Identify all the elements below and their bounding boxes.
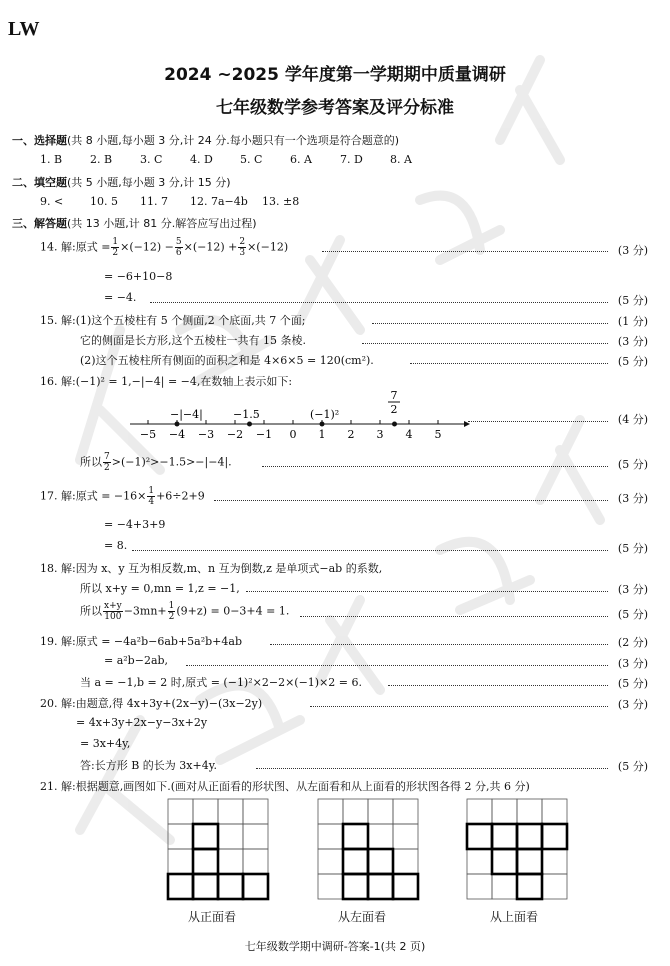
score: (3 分) <box>617 698 648 711</box>
leader-dots <box>246 591 608 592</box>
tick-label: −2 <box>226 428 244 441</box>
grid-cell <box>343 824 368 849</box>
grid-cell <box>492 849 517 874</box>
grid-cell <box>492 874 517 899</box>
q19-line3: 当 a = −1,b = 2 时,原式 = (−1)²×2−2×(−1)×2 = 6. <box>80 676 363 689</box>
view-square <box>343 849 368 874</box>
caption-front: 从正面看 <box>188 910 237 924</box>
leader-dots <box>362 343 608 344</box>
q21-line1: 21. 解:根据题意,画图如下.(画对从正面看的形状图、从左面看和从上面看的形状图各得 2 分,共 6 分) <box>40 780 530 793</box>
score: (5 分) <box>617 458 648 471</box>
answer: 1. B <box>40 153 63 166</box>
grid-cell <box>368 874 393 899</box>
view-square <box>492 849 517 874</box>
q17-line3: = 8. <box>104 539 128 552</box>
tick-label: 3 <box>376 428 384 441</box>
score: (5 分) <box>617 355 648 368</box>
grid-cell <box>343 874 368 899</box>
fraction-numerator: 7 <box>390 389 398 402</box>
answer: 5. C <box>240 153 263 166</box>
view-square <box>517 824 542 849</box>
view-square <box>492 824 517 849</box>
answer: 8. A <box>390 153 412 166</box>
grid-cell <box>368 824 393 849</box>
number-point <box>175 422 180 427</box>
score: (4 分) <box>617 413 648 426</box>
section2-answers <box>40 195 312 208</box>
q14-line2: = −6+10−8 <box>104 270 173 283</box>
leader-dots <box>214 500 608 501</box>
grid-cell <box>492 799 517 824</box>
score: (3 分) <box>617 492 648 505</box>
grid-cell <box>218 849 243 874</box>
view-square <box>193 824 218 849</box>
answer: 13. ±8 <box>262 195 300 208</box>
leader-dots <box>388 685 608 686</box>
grid-cell <box>393 824 418 849</box>
section3-header <box>12 215 257 231</box>
leader-dots <box>150 302 608 303</box>
point-label: (−1)² <box>310 408 340 421</box>
grid-cell <box>218 799 243 824</box>
grid-cell <box>318 849 343 874</box>
grid-cell <box>243 849 268 874</box>
number-point <box>320 422 325 427</box>
leader-dots <box>468 421 608 422</box>
grid-cell <box>193 824 218 849</box>
q15-line2: 它的侧面是长方形,这个五棱柱一共有 15 条棱. <box>80 334 306 347</box>
answer: 6. A <box>290 153 312 166</box>
section2-note: (共 5 小题,每小题 3 分,计 15 分) <box>67 176 231 189</box>
answer: 3. C <box>140 153 163 166</box>
q20-line4: 答:长方形 B 的长为 3x+4y. <box>80 759 217 772</box>
fraction-denominator: 2 <box>390 403 398 416</box>
leader-dots <box>372 323 608 324</box>
tick-label: 4 <box>405 428 413 441</box>
grid-cell <box>243 799 268 824</box>
view-square <box>343 874 368 899</box>
view-square <box>517 849 542 874</box>
grid-cell <box>393 874 418 899</box>
section2-header <box>12 174 231 190</box>
q19-line2: = a²b−2ab, <box>104 654 169 667</box>
page-title: 2024 ~2025 学年度第一学期期中质量调研 <box>164 65 506 85</box>
page-subtitle: 七年级数学参考答案及评分标准 <box>216 98 454 118</box>
tick-label: 1 <box>318 428 326 441</box>
view-square <box>343 824 368 849</box>
q15-line1: 15. 解:(1)这个五棱柱有 5 个侧面,2 个底面,共 7 个面; <box>40 314 306 327</box>
score: (1 分) <box>617 315 648 328</box>
score: (3 分) <box>617 657 648 670</box>
grid-cell <box>218 874 243 899</box>
grid-cell <box>343 849 368 874</box>
grid-cell <box>168 874 193 899</box>
grid-cell <box>517 874 542 899</box>
score: (3 分) <box>617 244 648 257</box>
grid-cell <box>168 824 193 849</box>
leader-dots <box>410 363 608 364</box>
q16-line2: 所以 $\frac{7}{2}$ >(−1)²>−1.5>−|−4|. <box>80 452 232 473</box>
grid-cell <box>467 874 492 899</box>
q14-line3: = −4. <box>104 291 137 304</box>
leader-dots <box>270 644 608 645</box>
grid-cell <box>243 824 268 849</box>
answer: 4. D <box>190 153 213 166</box>
section2-heading: 二、填空题 <box>12 176 67 189</box>
view-square <box>467 824 492 849</box>
q18-line1: 18. 解:因为 x、y 互为相反数,m、n 互为倒数,z 是单项式−ab 的系数, <box>40 562 383 575</box>
grid-cell <box>467 824 492 849</box>
grid-cell <box>318 799 343 824</box>
answer: 11. 7 <box>140 195 168 208</box>
leader-dots <box>256 768 608 769</box>
score: (5 分) <box>617 542 648 555</box>
answer: 9. < <box>40 195 64 208</box>
grid-cell <box>318 874 343 899</box>
grid-cell <box>467 799 492 824</box>
grid-cell <box>168 799 193 824</box>
grid-cell <box>542 874 567 899</box>
score: (5 分) <box>617 608 648 621</box>
grid-cell <box>517 849 542 874</box>
leader-dots <box>262 466 608 467</box>
grid-cell <box>193 874 218 899</box>
score: (2 分) <box>617 636 648 649</box>
q18-line3: 所以 $\frac{x+y}{100}$ −3mn+ $\frac{1}{2}$ (9+z) = 0−3+4 = 1. <box>80 601 290 622</box>
view-square <box>193 849 218 874</box>
logo: LW <box>8 18 40 40</box>
section1-header <box>12 132 399 148</box>
section1-answers <box>40 153 440 166</box>
grid-cell <box>542 799 567 824</box>
grid-cell <box>193 849 218 874</box>
front-view-diagram <box>165 796 273 902</box>
answer: 12. 7a−4b <box>190 195 248 208</box>
grid-cell <box>492 824 517 849</box>
grid-cell <box>542 824 567 849</box>
q20-line2: = 4x+3y+2x−y−3x+2y <box>76 716 208 729</box>
view-square <box>243 874 268 899</box>
page-footer: 七年级数学期中调研-答案-1(共 2 页) <box>244 940 426 953</box>
caption-top: 从上面看 <box>490 910 539 924</box>
q20-line1: 20. 解:由题意,得 4x+3y+(2x−y)−(3x−2y) <box>40 697 263 710</box>
grid-cell <box>368 849 393 874</box>
grid-cell <box>393 799 418 824</box>
top-view-diagram <box>464 796 572 902</box>
grid-cell <box>467 849 492 874</box>
grid-cell <box>168 849 193 874</box>
score: (5 分) <box>617 677 648 690</box>
tick-label: 0 <box>289 428 297 441</box>
view-square <box>517 874 542 899</box>
view-square <box>368 849 393 874</box>
leader-dots <box>300 616 608 617</box>
tick-label: −5 <box>139 428 157 441</box>
q19-line1: 19. 解:原式 = −4a²b−6ab+5a²b+4ab <box>40 635 242 648</box>
score: (3 分) <box>617 335 648 348</box>
answer: 2. B <box>90 153 113 166</box>
tick-label: −1 <box>255 428 273 441</box>
tick-label: −4 <box>168 428 186 441</box>
view-square <box>542 824 567 849</box>
grid-cell <box>517 799 542 824</box>
grid-cell <box>193 799 218 824</box>
q17-line2: = −4+3+9 <box>104 518 166 531</box>
number-point <box>247 422 252 427</box>
tick-label: 5 <box>434 428 442 441</box>
section1-heading: 一、选择题 <box>12 134 67 147</box>
number-line <box>130 386 470 444</box>
score: (3 分) <box>617 583 648 596</box>
number-point <box>392 422 397 427</box>
q16-line1: 16. 解:(−1)² = 1,−|−4| = −4,在数轴上表示如下: <box>40 375 293 388</box>
grid-cell <box>517 824 542 849</box>
left-view-diagram <box>315 796 423 902</box>
answer: 7. D <box>340 153 363 166</box>
grid-cell <box>393 849 418 874</box>
view-square <box>393 874 418 899</box>
grid-cell <box>243 874 268 899</box>
score: (5 分) <box>617 760 648 773</box>
tick-label: 2 <box>347 428 355 441</box>
point-label: −1.5 <box>233 408 260 421</box>
q14-line1: 14. 解:原式 = $\frac{1}{2}$ ×(−12) − $\frac{5}{6}$ ×(−12) + $\frac{2}{3}$ ×(−12) <box>40 237 289 258</box>
section1-note: (共 8 小题,每小题 3 分,计 24 分.每小题只有一个选项是符合题意的) <box>67 134 400 147</box>
leader-dots <box>186 665 608 666</box>
grid-cell <box>318 824 343 849</box>
section3-note: (共 13 小题,计 81 分.解答应写出过程) <box>67 217 257 230</box>
q17-line1: 17. 解:原式 = −16× $\frac{1}{4}$ +6÷2+9 <box>40 486 205 507</box>
leader-dots <box>132 550 608 551</box>
q15-line3: (2)这个五棱柱所有侧面的面积之和是 4×6×5 = 120(cm²). <box>80 354 374 367</box>
answer: 10. 5 <box>90 195 118 208</box>
section3-heading: 三、解答题 <box>12 217 67 230</box>
view-square <box>168 874 193 899</box>
caption-left: 从左面看 <box>338 910 387 924</box>
grid-cell <box>343 799 368 824</box>
point-label: −|−4| <box>170 408 203 421</box>
score: (5 分) <box>617 294 648 307</box>
leader-dots <box>310 706 608 707</box>
grid-cell <box>542 849 567 874</box>
grid-cell <box>218 824 243 849</box>
q18-line2: 所以 x+y = 0,mn = 1,z = −1, <box>80 582 240 595</box>
leader-dots <box>322 251 608 252</box>
tick-label: −3 <box>197 428 215 441</box>
q20-line3: = 3x+4y, <box>80 737 131 750</box>
view-square <box>193 874 218 899</box>
grid-cell <box>368 799 393 824</box>
view-square <box>368 874 393 899</box>
view-square <box>218 874 243 899</box>
